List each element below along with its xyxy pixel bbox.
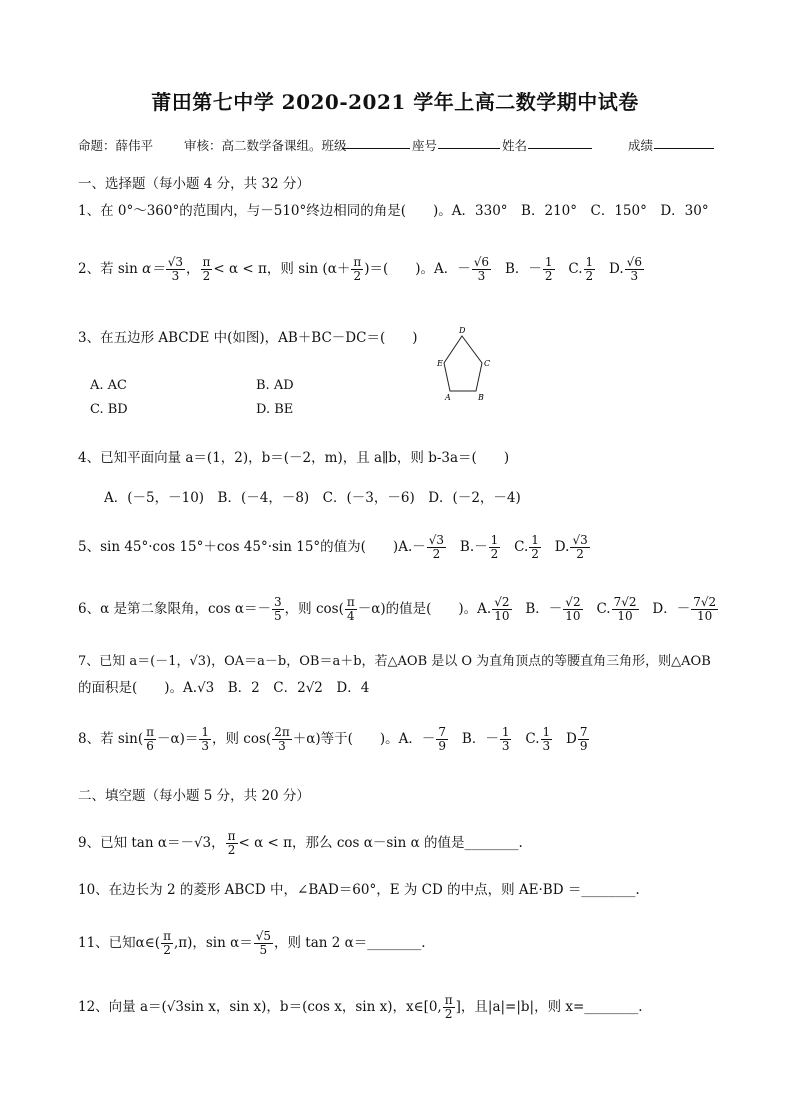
vertex-label-B: B: [478, 393, 484, 402]
seat-label: 座号: [412, 138, 438, 153]
name-label: 姓名: [502, 138, 528, 153]
reviewer-class-label: 审核：高二数学备课组。班级: [184, 138, 347, 153]
vertex-label-E: E: [437, 359, 443, 368]
question-3: 3、在五边形 ABCDE 中(如图)，AB＋BC－DC＝( ): [78, 330, 418, 346]
question-7-line1: 7、已知 a＝(－1，√3)，OA＝a－b，OB＝a＋b，若△AOB 是以 O 为直角顶点的等腰直角三角形，则△AOB: [78, 654, 711, 669]
q3-option-B[interactable]: B. AD: [256, 378, 294, 393]
section-fill-in-blank: 二、填空题（每小题 5 分，共 20 分）: [78, 788, 310, 804]
question-1: 1、在 0°～360°的范围内，与－510°终边相同的角是( )。A．330° B．210° C．150° D．30°: [78, 203, 709, 219]
score-label: 成绩: [628, 138, 654, 153]
q3-option-A[interactable]: A. AC: [90, 378, 127, 393]
question-6: 6、α 是第二象限角，cos α＝－ $\frac{3}{5}$ ，则 cos( $\frac{\pi}{4}$ －α)的值是( )。A. $\frac{√2}{10}$ B．－ $\frac{√2}{10}$ C. $\frac{7√2}{10}$ D．－ $\frac{7√2}{10}$: [78, 595, 717, 623]
question-8: 8、若 sin( $\frac{\pi}{6}$ －α)＝ $\frac{1}{3}$ ，则 cos( $\frac{2\pi}{3}$ ＋α)等于( )。A．－ $\frac{7}{9}$ B．－ $\frac{1}{3}$ C. $\frac{1}{3}$ D $\frac{7}{9}$: [78, 725, 588, 753]
vertex-label-D: D: [459, 326, 466, 335]
question-2: 2、若 sin α＝ $\frac{√3}{3}$ ， $\frac{\pi}{2}$ < α < π，则 sin (α＋ $\frac{\pi}{2}$ )＝( )。A．－ $\frac{√6}{3}$ B．－ $\frac{1}{2}$ C. $\frac{1}{2}$ D. $\frac{√6}{3}$: [78, 255, 642, 283]
pentagon-figure: [434, 326, 498, 404]
name-blank[interactable]: [528, 136, 592, 149]
q4-options: A．(－5，－10) B．(－4，－8) C．(－3，－6) D．(－2，－4): [104, 490, 521, 506]
question-4: 4、已知平面向量 a＝(1，2)，b＝(－2，m)，且 a∥b，则 b-3a＝( ): [78, 450, 510, 466]
vertex-label-C: C: [484, 359, 491, 368]
author-label: 命题：薛伟平: [78, 138, 154, 153]
score-blank[interactable]: [654, 136, 714, 149]
question-12: 12、向量 a＝(√3sin x，sin x)，b＝(cos x，sin x)，x∈[0, $\frac{\pi}{2}$ ]，且|a|=|b|，则 x=________.: [78, 993, 643, 1021]
page-title: 莆田第七中学 2020-2021 学年上高二数学期中试卷: [151, 90, 639, 114]
question-9: 9、已知 tan α＝－√3， $\frac{\pi}{2}$ < α < π，那么 cos α－sin α 的值是________.: [78, 829, 523, 857]
question-7-line2: 的面积是( )。A.√3 B．2 C．2√2 D．4: [78, 680, 370, 696]
q3-option-D[interactable]: D. BE: [256, 402, 294, 417]
question-5: 5、sin 45°·cos 15°＋cos 45°·sin 15°的值为( )A.－ $\frac{√3}{2}$ B.－ $\frac{1}{2}$ C. $\frac{1}{2}$ D. $\frac{√3}{2}$: [78, 533, 588, 561]
section-multiple-choice: 一、选择题（每小题 4 分，共 32 分）: [78, 176, 310, 192]
question-10: 10、在边长为 2 的菱形 ABCD 中，∠BAD＝60°，E 为 CD 的中点，则 AE·BD ＝________.: [78, 882, 640, 898]
seat-blank[interactable]: [438, 136, 500, 149]
class-blank[interactable]: [342, 136, 410, 149]
q3-option-C[interactable]: C. BD: [90, 402, 128, 417]
question-11: 11、已知α∈( $\frac{\pi}{2}$ ,π)，sin α＝ $\frac{√5}{5}$ ，则 tan 2 α＝________.: [78, 929, 426, 957]
vertex-label-A: A: [445, 393, 451, 402]
